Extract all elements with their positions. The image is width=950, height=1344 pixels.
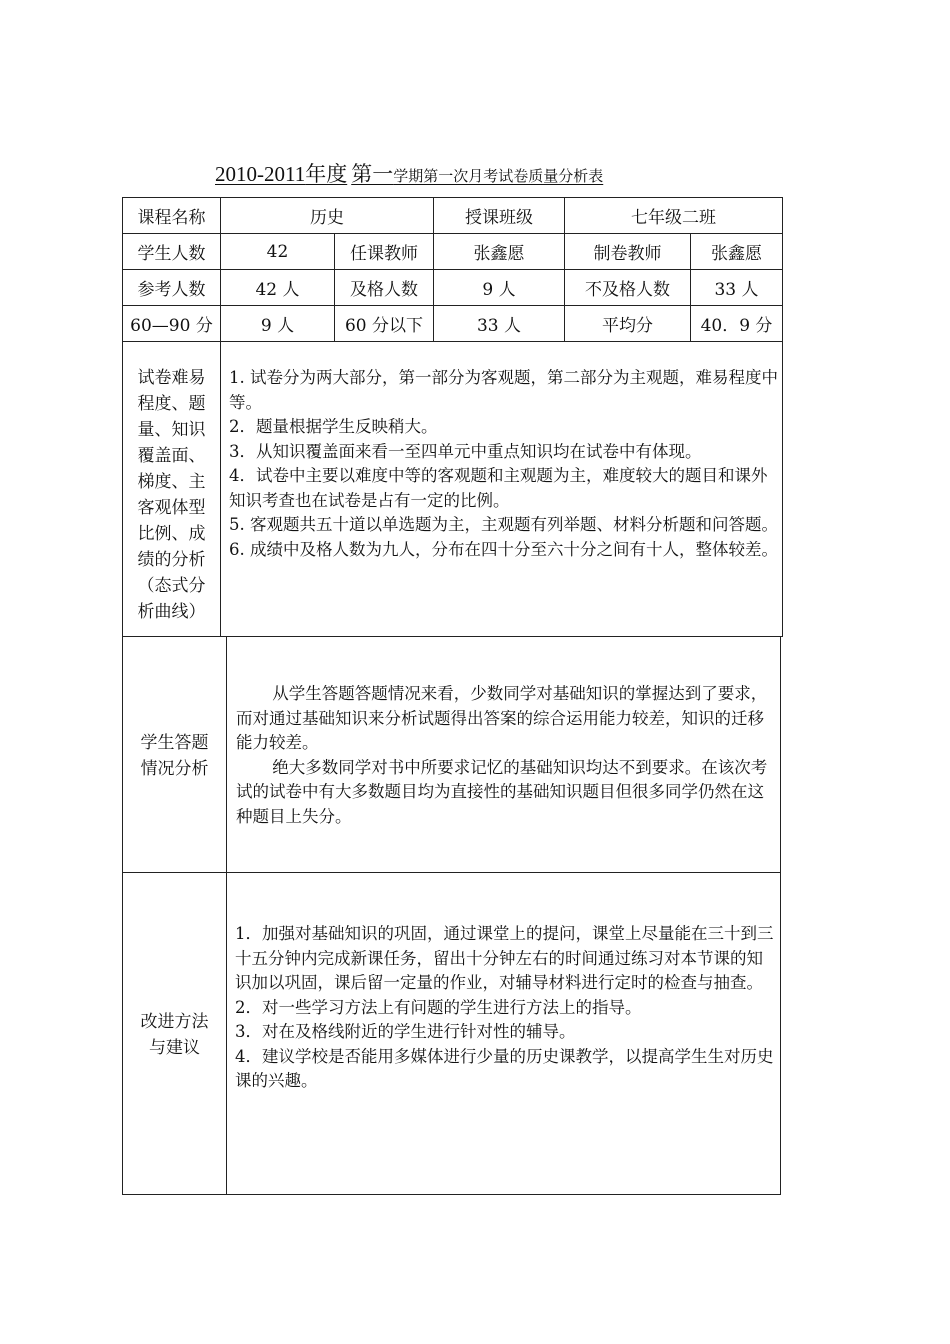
class-label: 授课班级 xyxy=(465,208,533,228)
analysis-item: 5. 客观题共五十道以单选题为主，主观题有列举题、材料分析题和问答题。 xyxy=(229,515,778,534)
improvement-label: 改进方法 与建议 xyxy=(140,1012,209,1058)
analysis-item: 1. 试卷分为两大部分，第一部分为客观题，第二部分为主观题，难易程度中等。 xyxy=(229,368,778,412)
score-range-label: 60—90 分 xyxy=(130,316,213,336)
improvement-item: 3．对在及格线附近的学生进行针对性的辅导。 xyxy=(235,1022,576,1041)
student-count-label: 学生人数 xyxy=(137,244,206,264)
title-year-suffix: 年度 xyxy=(305,162,348,186)
fail-count-value: 33 人 xyxy=(714,280,759,300)
score-range-value: 9 人 xyxy=(260,316,295,336)
answer-paragraph: 从学生答题答题情况来看，少数同学对基础知识的掌握达到了要求，而对通过基础知识来分析试题得出答案的综合运用能力较差，知识的迁移能力较差。 xyxy=(236,684,768,752)
pass-count-value: 9 人 xyxy=(482,280,516,300)
answer-analysis-label: 学生答题 情况分析 xyxy=(140,733,209,779)
teacher-value: 张鑫愿 xyxy=(473,244,525,264)
pass-count-label: 及格人数 xyxy=(350,280,418,300)
paper-analysis-content xyxy=(229,366,778,562)
below-60-value: 33 人 xyxy=(476,316,522,336)
exam-takers-value: 42 人 xyxy=(255,280,300,300)
improvement-item: 4．建议学校是否能用多媒体进行少量的历史课教学，以提高学生生对历史课的兴趣。 xyxy=(235,1046,774,1090)
title-year: 2010-2011 xyxy=(215,162,306,186)
analysis-item: 2．题量根据学生反映稍大。 xyxy=(229,417,438,436)
title-rest: 学期第一次月考试卷质量分析表 xyxy=(393,169,604,185)
class-value: 七年级二班 xyxy=(631,208,716,228)
below-60-label: 60 分以下 xyxy=(344,316,424,336)
improvement-item: 1．加强对基础知识的巩固，通过课堂上的提问，课堂上尽量能在三十到三十五分钟内完成新课任务，留出十分钟左右的时间通过练习对本节课的知识加以巩固，课后留一定量的作业，对辅导材料进行定时的检查与抽查。 xyxy=(235,924,774,992)
document-title xyxy=(215,158,603,188)
fail-count-label: 不及格人数 xyxy=(585,280,670,300)
paper-analysis-label: 试卷难易 程度、题 量、知识 覆盖面、 梯度、主 客观体型 比例、成 绩的分析 （态式分 析曲线） xyxy=(137,368,206,622)
improvement-content xyxy=(235,922,776,1094)
average-value: 40．9 分 xyxy=(700,316,773,336)
title-term: 第一 xyxy=(351,162,394,186)
course-name-label: 课程名称 xyxy=(137,208,206,228)
answer-paragraph: 绝大多数同学对书中所要求记忆的基础知识均达不到要求。在该次考试的试卷中有大多数题目均为直接性的基础知识题目但很多同学仍然在这种题目上失分。 xyxy=(236,757,768,826)
analysis-item: 6. 成绩中及格人数为九人，分布在四十分至六十分之间有十人，整体较差。 xyxy=(229,539,778,559)
paper-maker-value: 张鑫愿 xyxy=(711,244,762,264)
improvement-item: 2．对一些学习方法上有问题的学生进行方法上的指导。 xyxy=(235,997,642,1017)
course-name-value: 历史 xyxy=(310,208,344,228)
exam-takers-label: 参考人数 xyxy=(137,280,206,300)
teacher-label: 任课教师 xyxy=(350,244,418,264)
average-label: 平均分 xyxy=(602,316,653,336)
analysis-item: 3．从知识覆盖面来看一至四单元中重点知识均在试卷中有体现。 xyxy=(229,441,702,461)
paper-maker-label: 制卷教师 xyxy=(593,244,662,264)
answer-analysis-content xyxy=(236,682,776,829)
student-count-value: 42 xyxy=(266,241,289,262)
analysis-item: 4．试卷中主要以难度中等的客观题和主观题为主，难度较大的题目和课外知识考查也在试卷是占有一定的比例。 xyxy=(229,466,768,510)
